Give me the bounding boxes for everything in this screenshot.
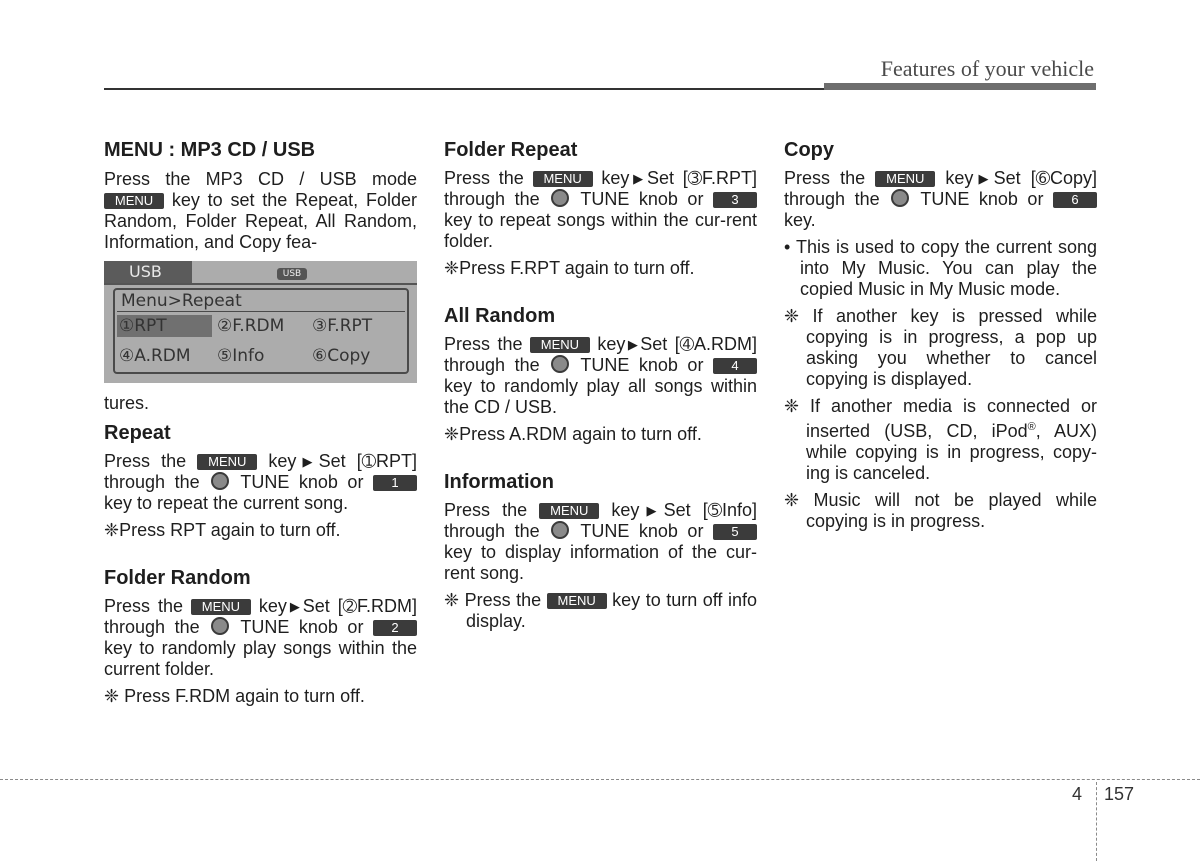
instruction-text: Set [ bbox=[993, 168, 1036, 188]
footer-rule bbox=[0, 779, 1200, 780]
tune-knob-icon bbox=[551, 355, 569, 373]
key-5-icon: 5 bbox=[713, 524, 757, 540]
section-copy bbox=[784, 137, 1097, 532]
column-right bbox=[784, 137, 1097, 556]
display-menu-separator bbox=[117, 311, 405, 312]
section-folder-repeat bbox=[444, 137, 757, 279]
folder-repeat-note: ❈Press F.RPT again to turn off. bbox=[444, 258, 695, 278]
arrow-right-icon: ▶ bbox=[973, 171, 994, 186]
instruction-text: TUNE knob or bbox=[240, 472, 364, 492]
menu-key-icon: MENU bbox=[530, 337, 590, 353]
display-tab: USB bbox=[104, 261, 192, 283]
intro-text bbox=[104, 169, 417, 253]
option-label: A.RDM] bbox=[694, 334, 757, 354]
note-text: , AUX) while copying is in progress, copy-ing is canceled. bbox=[806, 421, 1097, 483]
folder-random-note: ❈ Press F.RDM again to turn off. bbox=[104, 686, 365, 706]
section-repeat bbox=[104, 420, 417, 541]
section-all-random bbox=[444, 303, 757, 445]
menu-key-icon: MENU bbox=[197, 454, 257, 470]
tune-knob-icon bbox=[551, 521, 569, 539]
instruction-text: key to repeat songs within the cur-rent folder. bbox=[444, 210, 757, 251]
section-title-copy: Copy bbox=[784, 139, 834, 161]
header-rule bbox=[104, 88, 824, 90]
section-title-folder-repeat: Folder Repeat bbox=[444, 139, 578, 161]
copy-bullet: • This is used to copy the current song into My Music. You can play the copied Music in My Music mode. bbox=[784, 237, 1097, 299]
instruction-text: through the bbox=[784, 189, 880, 209]
section-title-folder-random: Folder Random bbox=[104, 567, 251, 589]
instruction-text: through the bbox=[104, 472, 200, 492]
information-note bbox=[444, 590, 757, 632]
registered-mark: ® bbox=[1027, 421, 1036, 433]
tune-knob-icon bbox=[211, 617, 229, 635]
key-1-icon: 1 bbox=[373, 475, 417, 491]
note-text: ❈ If another media is connected or inserted (USB, CD, iPod bbox=[784, 396, 1097, 441]
display-menu-path: Menu>Repeat bbox=[121, 291, 242, 311]
all-random-note: ❈Press A.RDM again to turn off. bbox=[444, 424, 702, 444]
arrow-right-icon: ▶ bbox=[286, 599, 303, 614]
instruction-text: through the bbox=[444, 189, 540, 209]
display-item-rpt: ①RPT bbox=[119, 316, 167, 336]
display-item-ardm: ④A.RDM bbox=[119, 346, 191, 366]
circled-3-icon: ➂ bbox=[687, 169, 702, 188]
instruction-text: key to repeat the current song. bbox=[104, 493, 349, 513]
tune-knob-icon bbox=[211, 472, 229, 490]
information-instruction bbox=[444, 500, 757, 584]
copy-note-media bbox=[784, 396, 1097, 484]
display-item-info: ⑤Info bbox=[217, 346, 265, 366]
arrow-right-icon: ▶ bbox=[629, 171, 647, 186]
instruction-text: Set [ bbox=[646, 168, 688, 188]
circled-6-icon: ➅ bbox=[1035, 169, 1050, 188]
key-6-icon: 6 bbox=[1053, 192, 1097, 208]
instruction-text: TUNE knob or bbox=[920, 189, 1044, 209]
option-label: Copy] bbox=[1049, 168, 1097, 188]
instruction-text: key to display information of the cur-rent song. bbox=[444, 542, 757, 583]
instruction-text: Press the bbox=[444, 334, 523, 354]
menu-key-icon: MENU bbox=[547, 593, 607, 609]
arrow-right-icon: ▶ bbox=[625, 337, 641, 352]
option-label: RPT] bbox=[375, 451, 417, 471]
key-2-icon: 2 bbox=[373, 620, 417, 636]
key-3-icon: 3 bbox=[713, 192, 757, 208]
display-divider bbox=[104, 283, 417, 285]
circled-2-icon: ➁ bbox=[342, 597, 357, 616]
note-text: ❈ Press the bbox=[444, 590, 542, 610]
instruction-text: Press the bbox=[444, 500, 528, 520]
running-header-title: Features of your vehicle bbox=[880, 56, 1094, 81]
section-number: 4 bbox=[1072, 784, 1083, 804]
instruction-text: Set [ bbox=[663, 500, 708, 520]
all-random-instruction bbox=[444, 334, 757, 418]
instruction-text: through the bbox=[104, 617, 200, 637]
instruction-text: Press the bbox=[104, 451, 187, 471]
section-information bbox=[444, 469, 757, 632]
instruction-text: through the bbox=[444, 355, 540, 375]
instruction-text: Press the bbox=[444, 168, 524, 188]
instruction-text: TUNE knob or bbox=[580, 521, 704, 541]
display-item-copy: ⑥Copy bbox=[312, 346, 371, 366]
menu-key-icon: MENU bbox=[191, 599, 251, 615]
copy-instruction bbox=[784, 168, 1097, 231]
page-number: 157 bbox=[1104, 784, 1135, 804]
column-left bbox=[104, 137, 417, 731]
circled-4-icon: ➃ bbox=[679, 335, 694, 354]
folder-repeat-instruction bbox=[444, 168, 757, 252]
display-item-frdm: ②F.RDM bbox=[217, 316, 285, 336]
instruction-text: Press the bbox=[104, 596, 183, 616]
circled-5-icon: ➄ bbox=[707, 501, 722, 520]
intro-text-b: key to set the Repeat, Folder Random, Folder Repeat, All Random, Information, and Copy fea- bbox=[104, 190, 417, 252]
instruction-text: Set [ bbox=[640, 334, 680, 354]
instruction-text: key bbox=[258, 596, 287, 616]
section-title-information: Information bbox=[444, 471, 554, 493]
display-item-frpt: ③F.RPT bbox=[312, 316, 373, 336]
instruction-text: key bbox=[597, 334, 626, 354]
arrow-right-icon: ▶ bbox=[639, 503, 664, 518]
instruction-text: TUNE knob or bbox=[240, 617, 364, 637]
option-label: Info] bbox=[721, 500, 757, 520]
instruction-text: key bbox=[444, 376, 473, 396]
note-text: key to turn off info display. bbox=[466, 590, 757, 631]
option-label: F.RDM] bbox=[357, 596, 417, 616]
menu-key-icon: MENU bbox=[533, 171, 593, 187]
folder-random-instruction bbox=[104, 596, 417, 680]
section-title-all-random: All Random bbox=[444, 305, 556, 327]
key-4-icon: 4 bbox=[713, 358, 757, 374]
instruction-text: through the bbox=[444, 521, 540, 541]
instruction-text: key bbox=[945, 168, 974, 188]
instruction-text: to randomly play all songs within the CD / USB. bbox=[444, 376, 757, 417]
radio-display-screenshot bbox=[104, 261, 417, 383]
intro-text-a: Press the MP3 CD / USB mode bbox=[104, 169, 417, 189]
usb-badge-icon: USB bbox=[277, 268, 307, 280]
section-title-mp3-usb: MENU : MP3 CD / USB bbox=[104, 139, 316, 161]
tune-knob-icon bbox=[891, 189, 909, 207]
copy-note-playback: ❈ Music will not be played while copying is in progress. bbox=[784, 490, 1097, 531]
instruction-text: key. bbox=[784, 210, 816, 230]
column-middle bbox=[444, 137, 757, 656]
footer-divider bbox=[1096, 782, 1097, 861]
display-menu-box bbox=[113, 288, 409, 374]
instruction-text: key bbox=[601, 168, 630, 188]
instruction-text: Set [ bbox=[302, 596, 343, 616]
section-folder-random bbox=[104, 565, 417, 707]
instruction-text: TUNE knob or bbox=[580, 189, 704, 209]
instruction-text: key to randomly play songs within the current folder. bbox=[104, 638, 417, 679]
repeat-instruction bbox=[104, 451, 417, 514]
instruction-text: key bbox=[611, 500, 640, 520]
menu-key-icon: MENU bbox=[539, 503, 599, 519]
option-label: F.RPT] bbox=[701, 168, 757, 188]
intro-text-end: tures. bbox=[104, 393, 150, 413]
arrow-right-icon: ▶ bbox=[296, 454, 319, 469]
instruction-text: TUNE knob or bbox=[580, 355, 704, 375]
circled-1-icon: ➀ bbox=[361, 452, 376, 471]
instruction-text: Press the bbox=[784, 168, 866, 188]
header-rule-accent bbox=[824, 83, 1096, 90]
menu-key-icon: MENU bbox=[104, 193, 164, 209]
copy-note-cancel-popup: ❈ If another key is pressed while copying is in progress, a pop up asking you whether to cancel copying is displayed. bbox=[784, 306, 1097, 389]
tune-knob-icon bbox=[551, 189, 569, 207]
menu-key-icon: MENU bbox=[875, 171, 935, 187]
instruction-text: Set [ bbox=[318, 451, 362, 471]
section-title-repeat: Repeat bbox=[104, 422, 171, 444]
repeat-note: ❈Press RPT again to turn off. bbox=[104, 520, 341, 540]
instruction-text: key bbox=[268, 451, 297, 471]
